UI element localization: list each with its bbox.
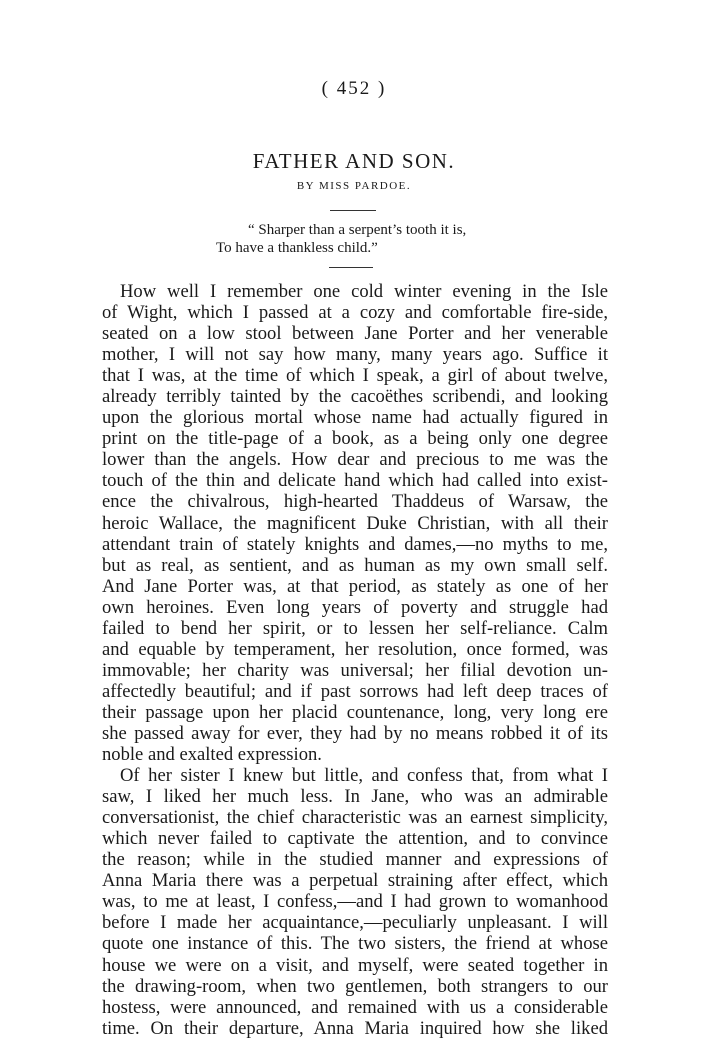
text-line: the reason; while in the studied manner and expressions of (102, 849, 608, 871)
text-line: Of her sister I knew but little, and confess that, from what I (120, 765, 608, 787)
text-line: already terribly tainted by the cacoëthes scribendi, and looking (102, 386, 608, 408)
text-line: of Wight, which I passed at a cozy and comfortable fire-side, (102, 302, 608, 324)
byline: BY MISS PARDOE. (296, 180, 412, 192)
text-line: seated on a low stool between Jane Porter and her venerable (102, 323, 608, 345)
text-line: and equable by temperament, her resolution, once formed, was (102, 638, 608, 660)
text-line: own heroines. Even long years of poverty and struggle had (102, 596, 608, 618)
text-line: their passage upon her placid countenance, long, very long ere (102, 701, 608, 723)
text-line: Anna Maria there was a perpetual straining after effect, which (102, 870, 608, 892)
text-line: which never failed to captivate the attention, and to convince (102, 828, 608, 850)
text-line: attendant train of stately knights and dames,—no myths to me, (102, 533, 608, 555)
epigraph-line: To have a thankless child.” (216, 240, 378, 256)
text-line: but as real, as sentient, and as human as my own small self. (102, 554, 608, 576)
text-line: house we were on a visit, and myself, were seated together in (102, 954, 608, 976)
text-line: she passed away for ever, they had by no means robbed it of its (102, 722, 608, 744)
text-line: was, to me at least, I confess,—and I had grown to womanhood (102, 891, 608, 913)
text-line: mother, I will not say how many, many years ago. Suffice it (102, 344, 608, 366)
text-line: immovable; her charity was universal; her filial devotion un- (102, 659, 608, 681)
text-line: print on the title-page of a book, as a being only one degree (102, 428, 608, 450)
divider-rule (330, 210, 376, 211)
text-line: quote one instance of this. The two sisters, the friend at whose (102, 933, 608, 955)
text-line: the drawing-room, when two gentlemen, both strangers to our (102, 975, 608, 997)
text-line: hostess, were announced, and remained with us a considerable (102, 996, 608, 1018)
divider-rule (329, 267, 373, 268)
chapter-title: FATHER AND SON. (252, 149, 456, 173)
text-line: before I made her acquaintance,—peculiarly unpleasant. I will (102, 912, 608, 934)
text-line: lower than the angels. How dear and precious to me was the (102, 449, 608, 471)
text-line: affectedly beautiful; and if past sorrows had left deep traces of (102, 680, 608, 702)
text-line: touch of the thin and delicate hand which had called into exist- (102, 470, 608, 492)
text-line: noble and exalted expression. (102, 744, 322, 766)
page-number: ( 452 ) (321, 78, 387, 99)
text-line: that I was, at the time of which I speak, a girl of about twelve, (102, 365, 608, 387)
text-line: upon the glorious mortal whose name had actually figured in (102, 407, 608, 429)
epigraph-line: “ Sharper than a serpent’s tooth it is, (248, 222, 467, 238)
body-text (102, 281, 608, 1039)
text-line: heroic Wallace, the magnificent Duke Christian, with all their (102, 512, 608, 534)
text-line: time. On their departure, Anna Maria inquired how she liked (102, 1017, 608, 1039)
text-line: ence the chivalrous, high-hearted Thaddeus of Warsaw, the (102, 491, 608, 513)
text-line: How well I remember one cold winter evening in the Isle (120, 281, 608, 302)
text-line: conversationist, the chief characteristic was an earnest simplicity, (102, 807, 608, 829)
text-line: failed to bend her spirit, or to lessen her self-reliance. Calm (102, 617, 608, 639)
text-line: And Jane Porter was, at that period, as stately as one of her (102, 575, 608, 597)
text-line: saw, I liked her much less. In Jane, who was an admirable (102, 786, 608, 808)
